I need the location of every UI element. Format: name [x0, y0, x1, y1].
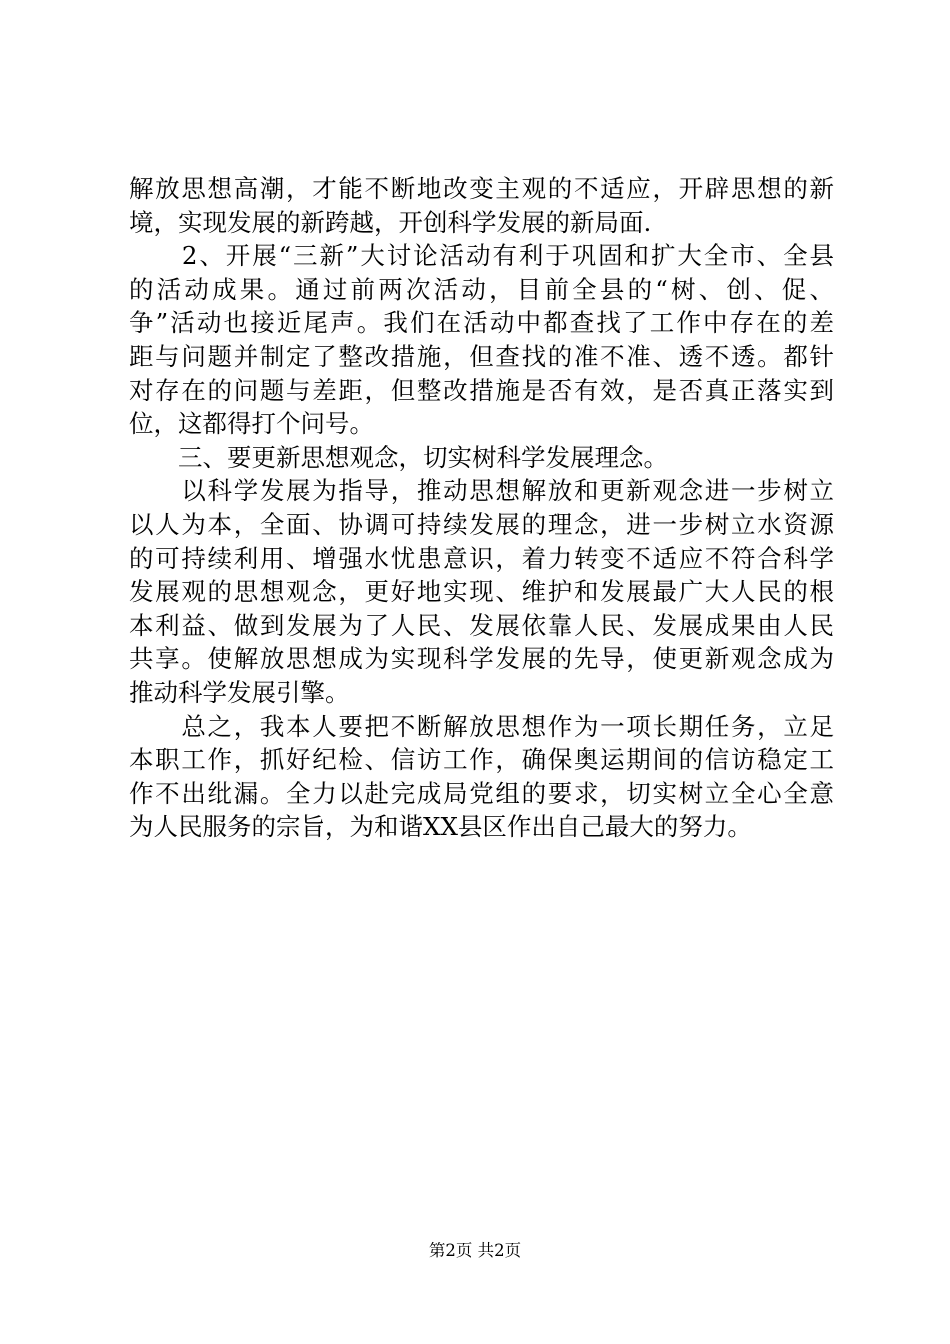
text-line: 以科学发展为指导，推动思想解放和更新观念进一步树立: [129, 476, 834, 506]
text-line: 作不出纰漏。全力以赴完成局党组的要求，切实树立全心全意: [129, 778, 834, 808]
text-line: 2、开展“三新”大讨论活动有利于巩固和扩大全市、全县: [129, 241, 834, 271]
text-line: 解放思想高潮，才能不断地改变主观的不适应，开辟思想的新: [129, 174, 834, 203]
text-line: 发展观的思想观念，更好地实现、维护和发展最广大人民的根: [129, 577, 834, 607]
text-line: 本利益、做到发展为了人民、发展依靠人民、发展成果由人民: [129, 610, 834, 640]
text-line: 距与问题并制定了整改措施，但查找的准不准、透不透。都针: [129, 341, 834, 371]
text-line: 以人为本，全面、协调可持续发展的理念，进一步树立水资源: [129, 509, 834, 539]
text-line: 共享。使解放思想成为实现科学发展的先导，使更新观念成为: [129, 644, 834, 674]
text-line: 为人民服务的宗旨，为和谐XX县区作出自己最大的努力。: [129, 812, 752, 842]
text-line: 总之，我本人要把不断解放思想作为一项长期任务，立足: [129, 711, 834, 741]
text-line: 的可持续利用、增强水忧患意识，着力转变不适应不符合科学: [129, 543, 834, 573]
text-line: 的活动成果。通过前两次活动，目前全县的“树、创、促、: [129, 274, 834, 304]
text-line: 位，这都得打个问号。: [129, 409, 374, 439]
text-line: 推动科学发展引擎。: [129, 677, 350, 707]
text-line: 对存在的问题与差距，但整改措施是否有效，是否真正落实到: [129, 375, 834, 405]
page-number-footer: 第2页 共2页: [428, 1241, 522, 1260]
document-body: [129, 172, 834, 844]
text-line: 境，实现发展的新跨越，开创科学发展的新局面.: [129, 207, 652, 237]
text-line: 本职工作，抓好纪检、信访工作，确保奥运期间的信访稳定工: [129, 745, 834, 775]
section-heading: 三、要更新思想观念，切实树科学发展理念。: [129, 442, 668, 472]
text-line: 争”活动也接近尾声。我们在活动中都查找了工作中存在的差: [129, 308, 834, 338]
